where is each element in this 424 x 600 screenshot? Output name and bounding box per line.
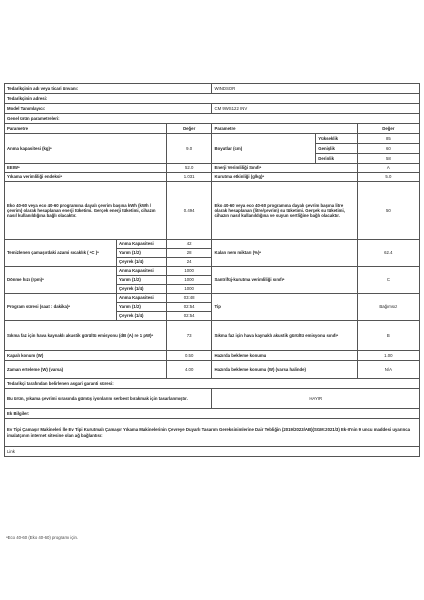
temp-quarter-label: Çeyrek (1/4) — [117, 258, 167, 267]
type-value: Bağımsız — [357, 294, 419, 321]
duration-label: Program süresi (saat : dakika)ᵃ — [5, 294, 117, 321]
spin-rated-label: Anma Kapasitesi — [117, 267, 167, 276]
energy-consumption-value: 0.494 — [166, 182, 212, 240]
noise-class-value: B — [357, 321, 419, 351]
spec-table — [4, 83, 420, 457]
spin-class-label: Santrifüj-kurutma verimliliği sınıfıᵃ — [212, 267, 357, 294]
wash-index-value: 1.031 — [166, 173, 212, 182]
extra-info-text: Ev Tipi Çamaşır Makineleri İle Ev Tipi Kurutmalı Çamaşır Yıkama Makinelerinin Çevreye Duyarlı Tasarım Gereksinimlerine Dair Tebliğin (2019/2023/AB)(SGM:2021/3) Ek-II'nin 9 uncu maddesi uyarınca imalatçının internet sitesine olan ağ bağlantısı: — [5, 419, 420, 447]
temp-rated-value: 42 — [166, 240, 212, 249]
extra-info-label: Ek Bilgiler: — [5, 409, 420, 419]
off-mode-label: Kapalı konum (W) — [5, 351, 167, 361]
spin-rated-value: 1000 — [166, 267, 212, 276]
model-label: Model Tanımlayıcı: — [5, 104, 212, 114]
spin-speed-label: Dönme hızı (rpm)ᵃ — [5, 267, 117, 294]
capacity-label: Anma kapasitesi (kg)ᵃ — [5, 134, 167, 164]
duration-quarter-label: Çeyrek (1/4) — [117, 312, 167, 321]
col-value-left: Değer — [166, 124, 212, 134]
duration-rated-value: 03:48 — [166, 294, 212, 303]
height-label: Yükseklik — [316, 134, 358, 144]
delay-start-value: 4.00 — [166, 361, 212, 379]
supplier-value: WINDSOR — [212, 84, 420, 94]
manufacturer-link[interactable]: Link — [5, 447, 420, 457]
temp-rated-label: Anma Kapasitesi — [117, 240, 167, 249]
standby-label: Hazırda bekleme konumu — [212, 351, 357, 361]
model-value: CM 9WS122 INV — [212, 104, 420, 114]
water-consumption-label: Eko 40-60 veya eco 40-60 programına dayalı çevrim başına litre olarak hesaplanan (litre/çevrim) su tüketimi. Gerçek su tüketimi, cihazın nasıl kullanıldığına ve suyun sertliğine bağlı olacaktır. — [212, 182, 357, 240]
networked-standby-label: Hazırda bekleme konumu (W) (varsa halinde) — [212, 361, 357, 379]
eew-value: 52.0 — [166, 164, 212, 173]
depth-value: 58 — [357, 154, 419, 164]
duration-quarter-value: 02:54 — [166, 312, 212, 321]
delay-start-label: Zaman erteleme (W) (varsa) — [5, 361, 167, 379]
noise-emission-value: 73 — [166, 321, 212, 351]
networked-standby-value: N/A — [357, 361, 419, 379]
dry-efficiency-label: Kurutma etkinliği (g/kg)ᵃ — [212, 173, 357, 182]
spin-class-value: C — [357, 267, 419, 294]
address-label: Tedarikçinin adresi: — [5, 94, 420, 104]
noise-emission-label: Sıkma faz için hava kaynaklı akustik gürültü emisyonu (dB (A) re 1 pW)ᵃ — [5, 321, 167, 351]
silver-ion-label: Bu ürün, yıkama çevrimi sırasında gümüş iyonlarını serbest bırakmak için tasarlanmıştır. — [5, 389, 212, 409]
temp-half-label: Yarım (1/2) — [117, 249, 167, 258]
duration-half-label: Yarım (1/2) — [117, 303, 167, 312]
type-label: Tip — [212, 294, 357, 321]
col-param-right: Parametre — [212, 124, 357, 134]
dimensions-label: Boyutlar (cm) — [212, 134, 316, 164]
supplier-label: Tedarikçinin adı veya ticari ünvanı: — [5, 84, 212, 94]
energy-class-value: A — [357, 164, 419, 173]
noise-class-label: Sıkma faz için hava kaynaklı akustik gürültü emisyonu sınıfıᵃ — [212, 321, 357, 351]
duration-rated-label: Anma Kapasitesi — [117, 294, 167, 303]
temperature-label: Temizlenen çamaşırdaki azami sıcaklık ( ᵃC )ᵃ — [5, 240, 117, 267]
wash-index-label: Yıkama verimliliği endeksiᵃ — [5, 173, 167, 182]
spin-half-value: 1000 — [166, 276, 212, 285]
product-information-sheet — [0, 83, 424, 457]
height-value: 85 — [357, 134, 419, 144]
silver-ion-value: HAYIR — [212, 389, 420, 409]
standby-value: 1.00 — [357, 351, 419, 361]
general-params-label: Genel ürün parametreleri: — [5, 114, 420, 124]
energy-consumption-label: Eko 40-60 veya eco 40-60 programına dayalı çevrim başına kWh (kWh / çevrim) olarak hesaplanan enerji tüketimi. Gerçek enerji tüketimi, cihazın nasıl kullanıldığına bağlı olacaktır. — [5, 182, 167, 240]
col-value-right: Değer — [357, 124, 419, 134]
width-label: Genişlik — [316, 144, 358, 154]
spin-quarter-value: 1000 — [166, 285, 212, 294]
off-mode-value: 0.50 — [166, 351, 212, 361]
capacity-value: 9.0 — [166, 134, 212, 164]
temp-quarter-value: 24 — [166, 258, 212, 267]
moisture-label: Kalan nem miktarı (%)ᵃ — [212, 240, 357, 267]
dry-efficiency-value: 5.0 — [357, 173, 419, 182]
temp-half-value: 28 — [166, 249, 212, 258]
width-value: 60 — [357, 144, 419, 154]
footnote: ᵃEco 40-60 (Eko 40-60) programı için. — [6, 535, 79, 540]
water-consumption-value: 50 — [357, 182, 419, 240]
depth-label: Derinlik — [316, 154, 358, 164]
col-param-left: Parametre — [5, 124, 167, 134]
warranty-label: Tedarikçi tarafından belirlenen asgari garanti süresi: — [5, 379, 420, 389]
duration-half-value: 02:54 — [166, 303, 212, 312]
spin-quarter-label: Çeyrek (1/4) — [117, 285, 167, 294]
spin-half-label: Yarım (1/2) — [117, 276, 167, 285]
energy-class-label: Enerji Verimliliği Sınıfıᵃ — [212, 164, 357, 173]
moisture-value: 62.4 — [357, 240, 419, 267]
eew-label: EEIWᵃ — [5, 164, 167, 173]
